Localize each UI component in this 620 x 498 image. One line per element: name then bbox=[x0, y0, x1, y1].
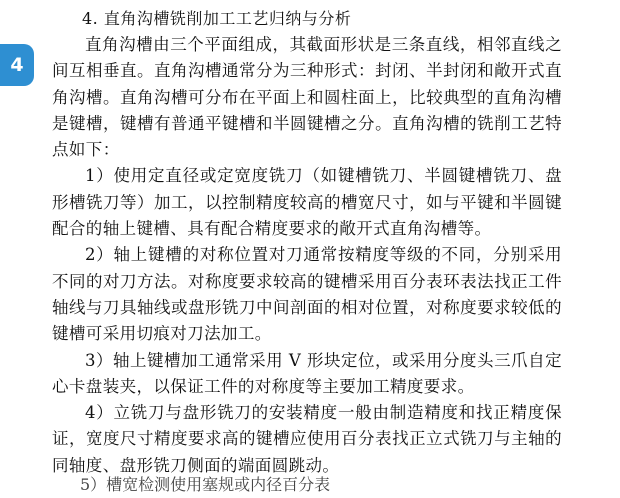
paragraph-point-5-partial: 5）槽宽检测使用塞规或内径百分表 bbox=[80, 475, 331, 494]
paragraph-point-4: 4）立铣刀与盘形铣刀的安装精度一般由制造精度和找正精度保证，宽度尺寸精度要求高的键槽应使用百分表找正立式铣刀与主轴的同轴度、盘形铣刀侧面的端面圆跳动。 bbox=[52, 403, 562, 475]
paragraph-point-2: 2）轴上键槽的对称位置对刀通常按精度等级的不同，分别采用不同的对刀方法。对称度要求较高的键槽采用百分表环表法找正工件轴线与刀具轴线或盘形铣刀中间剖面的相对位置，对称度要求较低的键槽可采用切痕对刀法加工。 bbox=[52, 245, 562, 344]
section-heading: 4. 直角沟槽铣削加工工艺归纳与分析 bbox=[82, 9, 352, 28]
page-content bbox=[52, 6, 562, 479]
chapter-number-tab: 4 bbox=[0, 44, 34, 86]
paragraph-point-3: 3）轴上键槽加工通常采用 V 形块定位，或采用分度头三爪自定心卡盘装夹，以保证工件的对称度等主要加工精度要求。 bbox=[52, 350, 562, 396]
paragraph-intro: 直角沟槽由三个平面组成，其截面形状是三条直线，相邻直线之间互相垂直。直角沟槽通常分为三种形式：封闭、半封闭和敞开式直角沟槽。直角沟槽可分布在平面上和圆柱面上，比较典型的直角沟槽是键槽，键槽有普通平键槽和半圆键槽之分。直角沟槽的铣削工艺特点如下： bbox=[52, 35, 562, 160]
cut-off-text-line bbox=[80, 470, 560, 494]
paragraph-point-1: 1）使用定直径或定宽度铣刀（如键槽铣刀、半圆键槽铣刀、盘形槽铣刀等）加工，以控制精度较高的槽宽尺寸，如与平键和半圆键配合的轴上键槽、具有配合精度要求的敞开式直角沟槽等。 bbox=[52, 166, 562, 239]
